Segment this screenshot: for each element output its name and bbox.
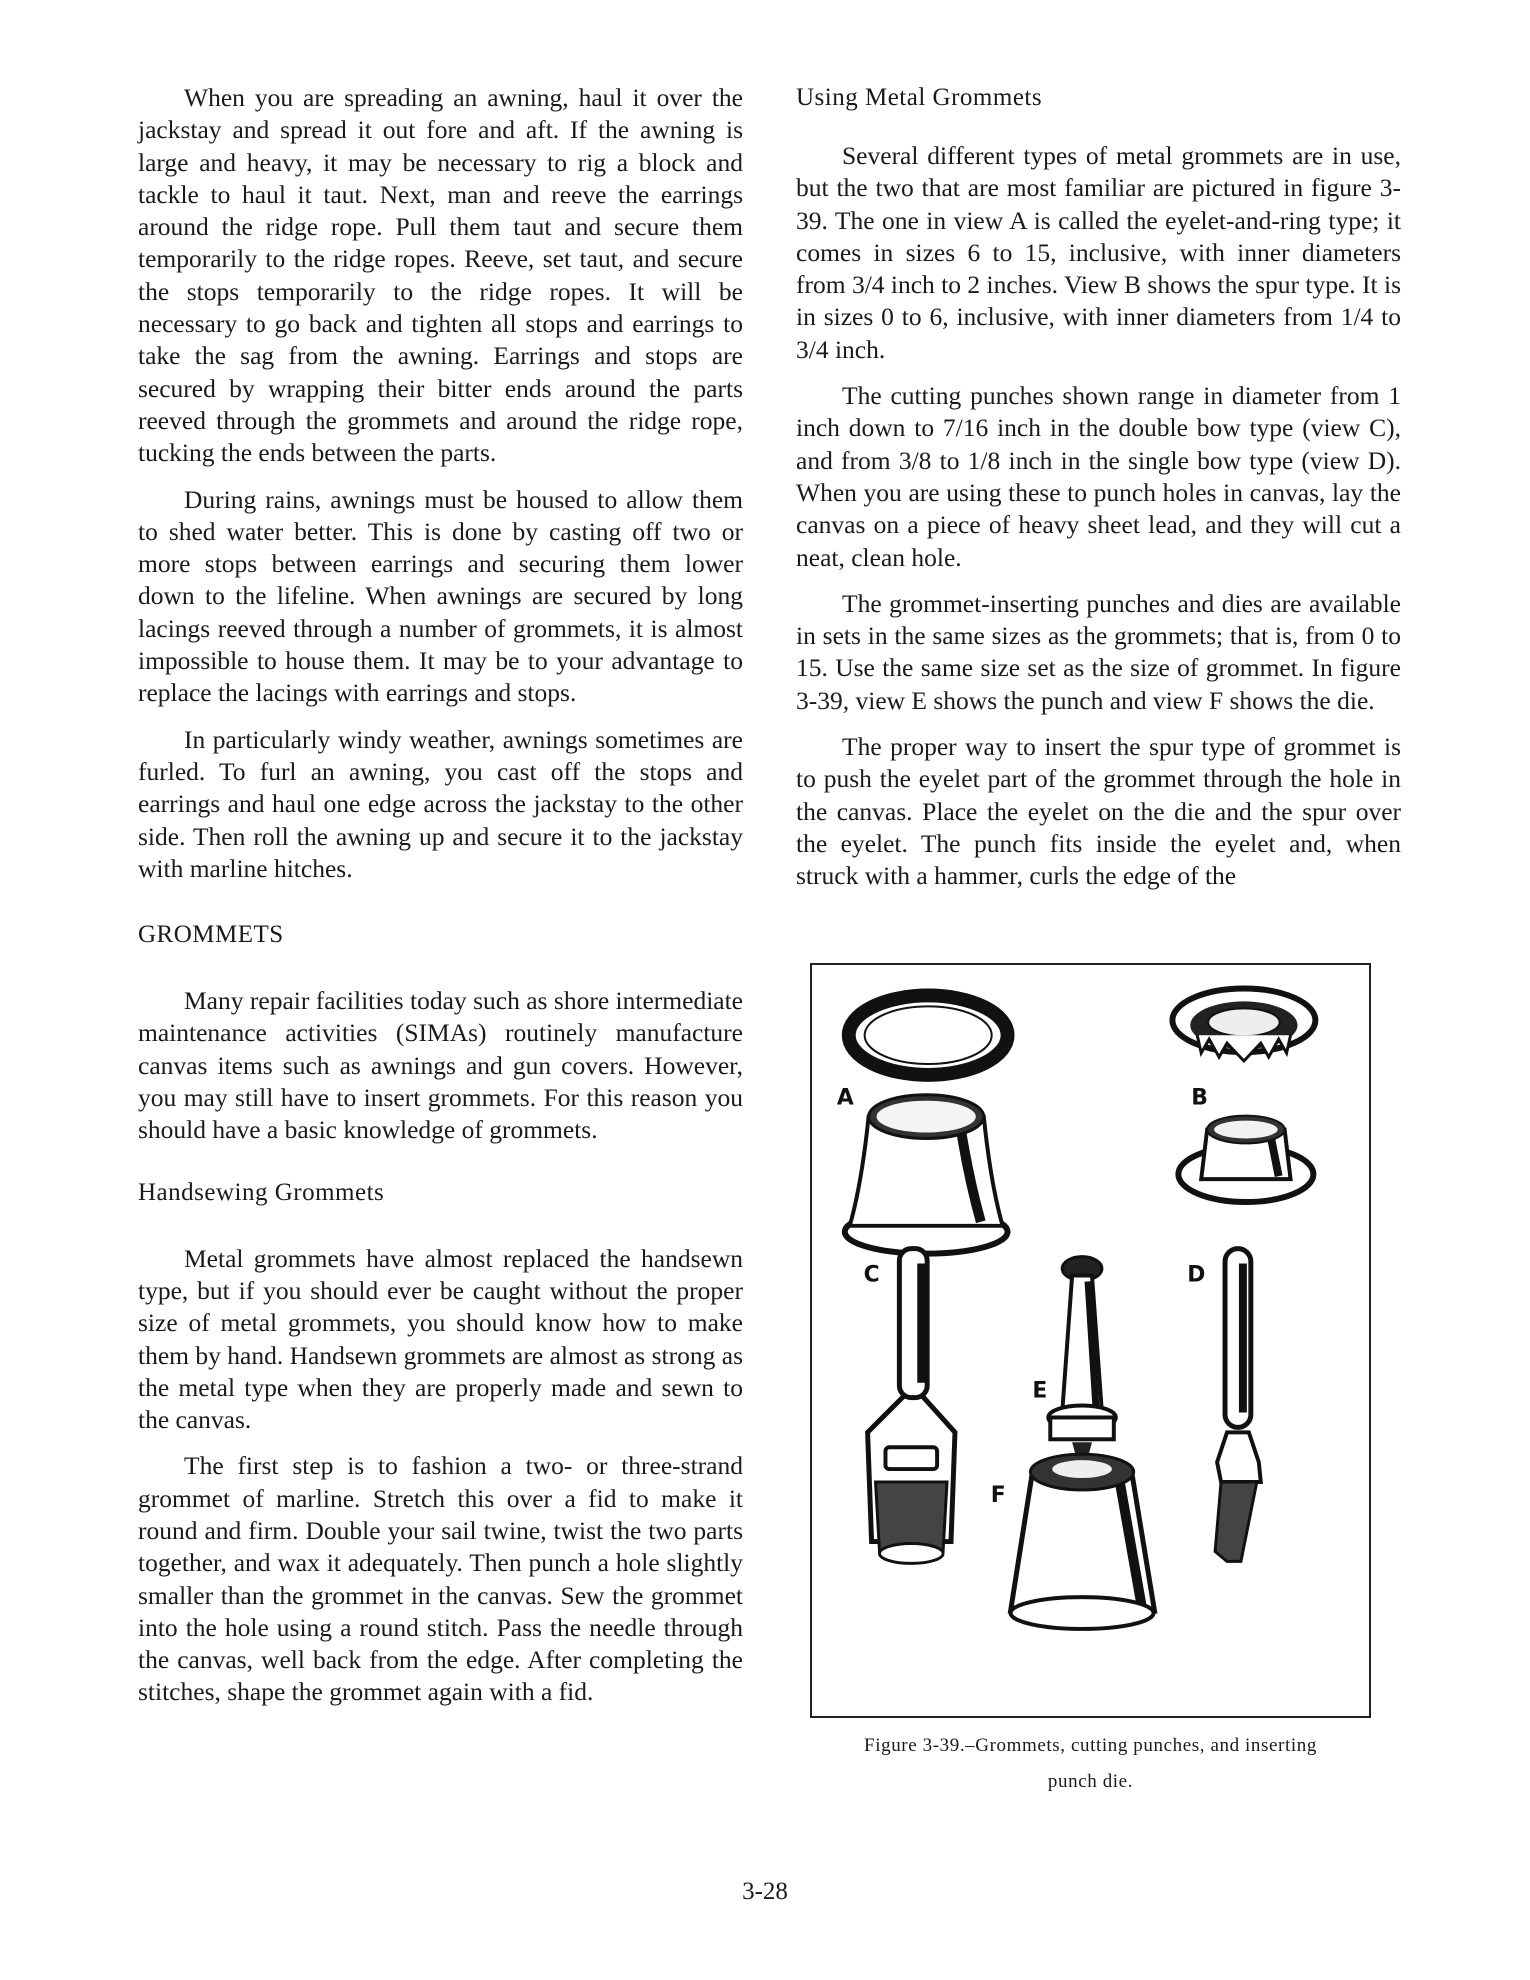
view-b-spur bbox=[1172, 989, 1315, 1061]
paragraph-spreading-awning: When you are spreading an awning, haul it over the jackstay and spread it out fore and aft. If the awning is large and heavy, it may be necessary to rig a block and tackle to haul it taut. Next, man and reeve the earrings around the ridge rope. Pull them taut and secure them temporarily to the ridge ropes. Reeve, set taut, and secure the stops temporarily to the ridge ropes. It will be necessary to go back and tighten all stops and earrings to take the sag from the awning. Earrings and stops are secured by wrapping their bitter ends around the parts reeved through the grommets and around the ridge rope, tucking the ends between the parts. bbox=[138, 83, 743, 468]
right-column bbox=[796, 82, 1401, 907]
figure-caption bbox=[810, 1728, 1371, 1800]
paragraph-inserting-punches: The grommet-inserting punches and dies are available in sets in the same sizes as the grommets; that is, from 0 to 15. Use the same size set as the size of grommet. In figure 3-39, view E shows the punch and view F shows the die. bbox=[796, 588, 1401, 715]
label-d: D bbox=[1187, 1262, 1206, 1288]
figure-caption-line-1: Figure 3-39.–Grommets, cutting punches, and inserting bbox=[864, 1735, 1317, 1756]
view-a-eyelet bbox=[845, 1095, 1008, 1254]
page-number: 3-28 bbox=[742, 1878, 788, 1905]
left-column bbox=[138, 82, 743, 1723]
label-e: E bbox=[1032, 1378, 1048, 1404]
paragraph-metal-types: Several different types of metal grommets are in use, but the two that are most familiar are pictured in figure 3-39. The one in view A is called the eyelet-and-ring type; it comes in sizes 6 to 15, inclusive, with inner diameters from 3/4 inch to 2 inches. View B shows the spur type. It is in sizes 0 to 6, inclusive, with inner diameters from 1/4 to 3/4 inch. bbox=[796, 141, 1401, 364]
view-d-single-bow-punch bbox=[1215, 1249, 1261, 1562]
paragraph-handsewing-1: Metal grommets have almost replaced the handsewn type, but if you should ever be caught without the proper size of metal grommets, you should know how to make them by hand. Handsewn grommets are almost as strong as the metal type when they are properly made and sewn to the canvas. bbox=[138, 1243, 743, 1435]
paragraph-cutting-punches: The cutting punches shown range in diameter from 1 inch down to 7/16 inch in the double bow type (view C), and from 3/8 to 1/8 inch in the single bow type (view D). When you are using these to punch holes in canvas, lay the canvas on a piece of heavy sheet lead, and they will cut a neat, clean hole. bbox=[796, 381, 1401, 572]
view-a-ring bbox=[849, 995, 1008, 1074]
label-a: A bbox=[836, 1085, 854, 1111]
paragraph-handsewing-2: The first step is to fashion a two- or three-strand grommet of marline. Stretch this over a fid to make it round and firm. Double your sail twine, twist the two parts together, and wax it adequately. Then punch a hole slightly smaller than the grommet in the canvas. Sew the grommet into the hole using a round stitch. Pass the needle through the canvas, well back from the edge. After completing the stitches, shape the grommet again with a fid. bbox=[138, 1451, 743, 1707]
figure-caption-line-2: punch die. bbox=[1047, 1771, 1134, 1792]
view-c-double-bow-punch bbox=[868, 1249, 955, 1564]
paragraph-spur-insertion: The proper way to insert the spur type of grommet is to push the eyelet part of the grommet through the hole in the canvas. Place the eyelet on the die and the spur over the eyelet. The punch fits inside the eyelet and, when struck with a hammer, curls the edge of the bbox=[796, 732, 1401, 891]
heading-using-metal-grommets: Using Metal Grommets bbox=[796, 84, 1043, 111]
label-b: B bbox=[1191, 1085, 1208, 1111]
paragraph-rains: During rains, awnings must be housed to allow them to shed water better. This is done by casting off two or more stops between earrings and securing them lower down to the lifeline. When awnings are secured by long lacings reeved through a number of grommets, it is almost impossible to house them. It may be to your advantage to replace the lacings with earrings and stops. bbox=[138, 484, 743, 708]
paragraph-windy-weather: In particularly windy weather, awnings sometimes are furled. To furl an awning, you cast off the stops and earrings and haul one edge across the jackstay to the other side. Then roll the awning up and secure it to the jackstay with marline hitches. bbox=[138, 724, 743, 883]
figure-3-39 bbox=[810, 963, 1371, 1718]
view-b-eyelet bbox=[1178, 1116, 1313, 1202]
heading-handsewing-grommets: Handsewing Grommets bbox=[138, 1178, 385, 1206]
paragraph-grommets-intro: Many repair facilities today such as shore intermediate maintenance activities (SIMAs) routinely manufacture canvas items such as awnings and gun covers. However, you may still have to insert grommets. For this reason you should have a basic knowledge of grommets. bbox=[138, 986, 743, 1145]
label-c: C bbox=[863, 1262, 880, 1288]
grommet-tools-illustration bbox=[812, 965, 1369, 1716]
label-f: F bbox=[990, 1482, 1006, 1508]
view-f-die bbox=[1011, 1454, 1155, 1629]
heading-grommets: GROMMETS bbox=[138, 921, 284, 949]
view-e-inserting-punch bbox=[1048, 1257, 1116, 1472]
